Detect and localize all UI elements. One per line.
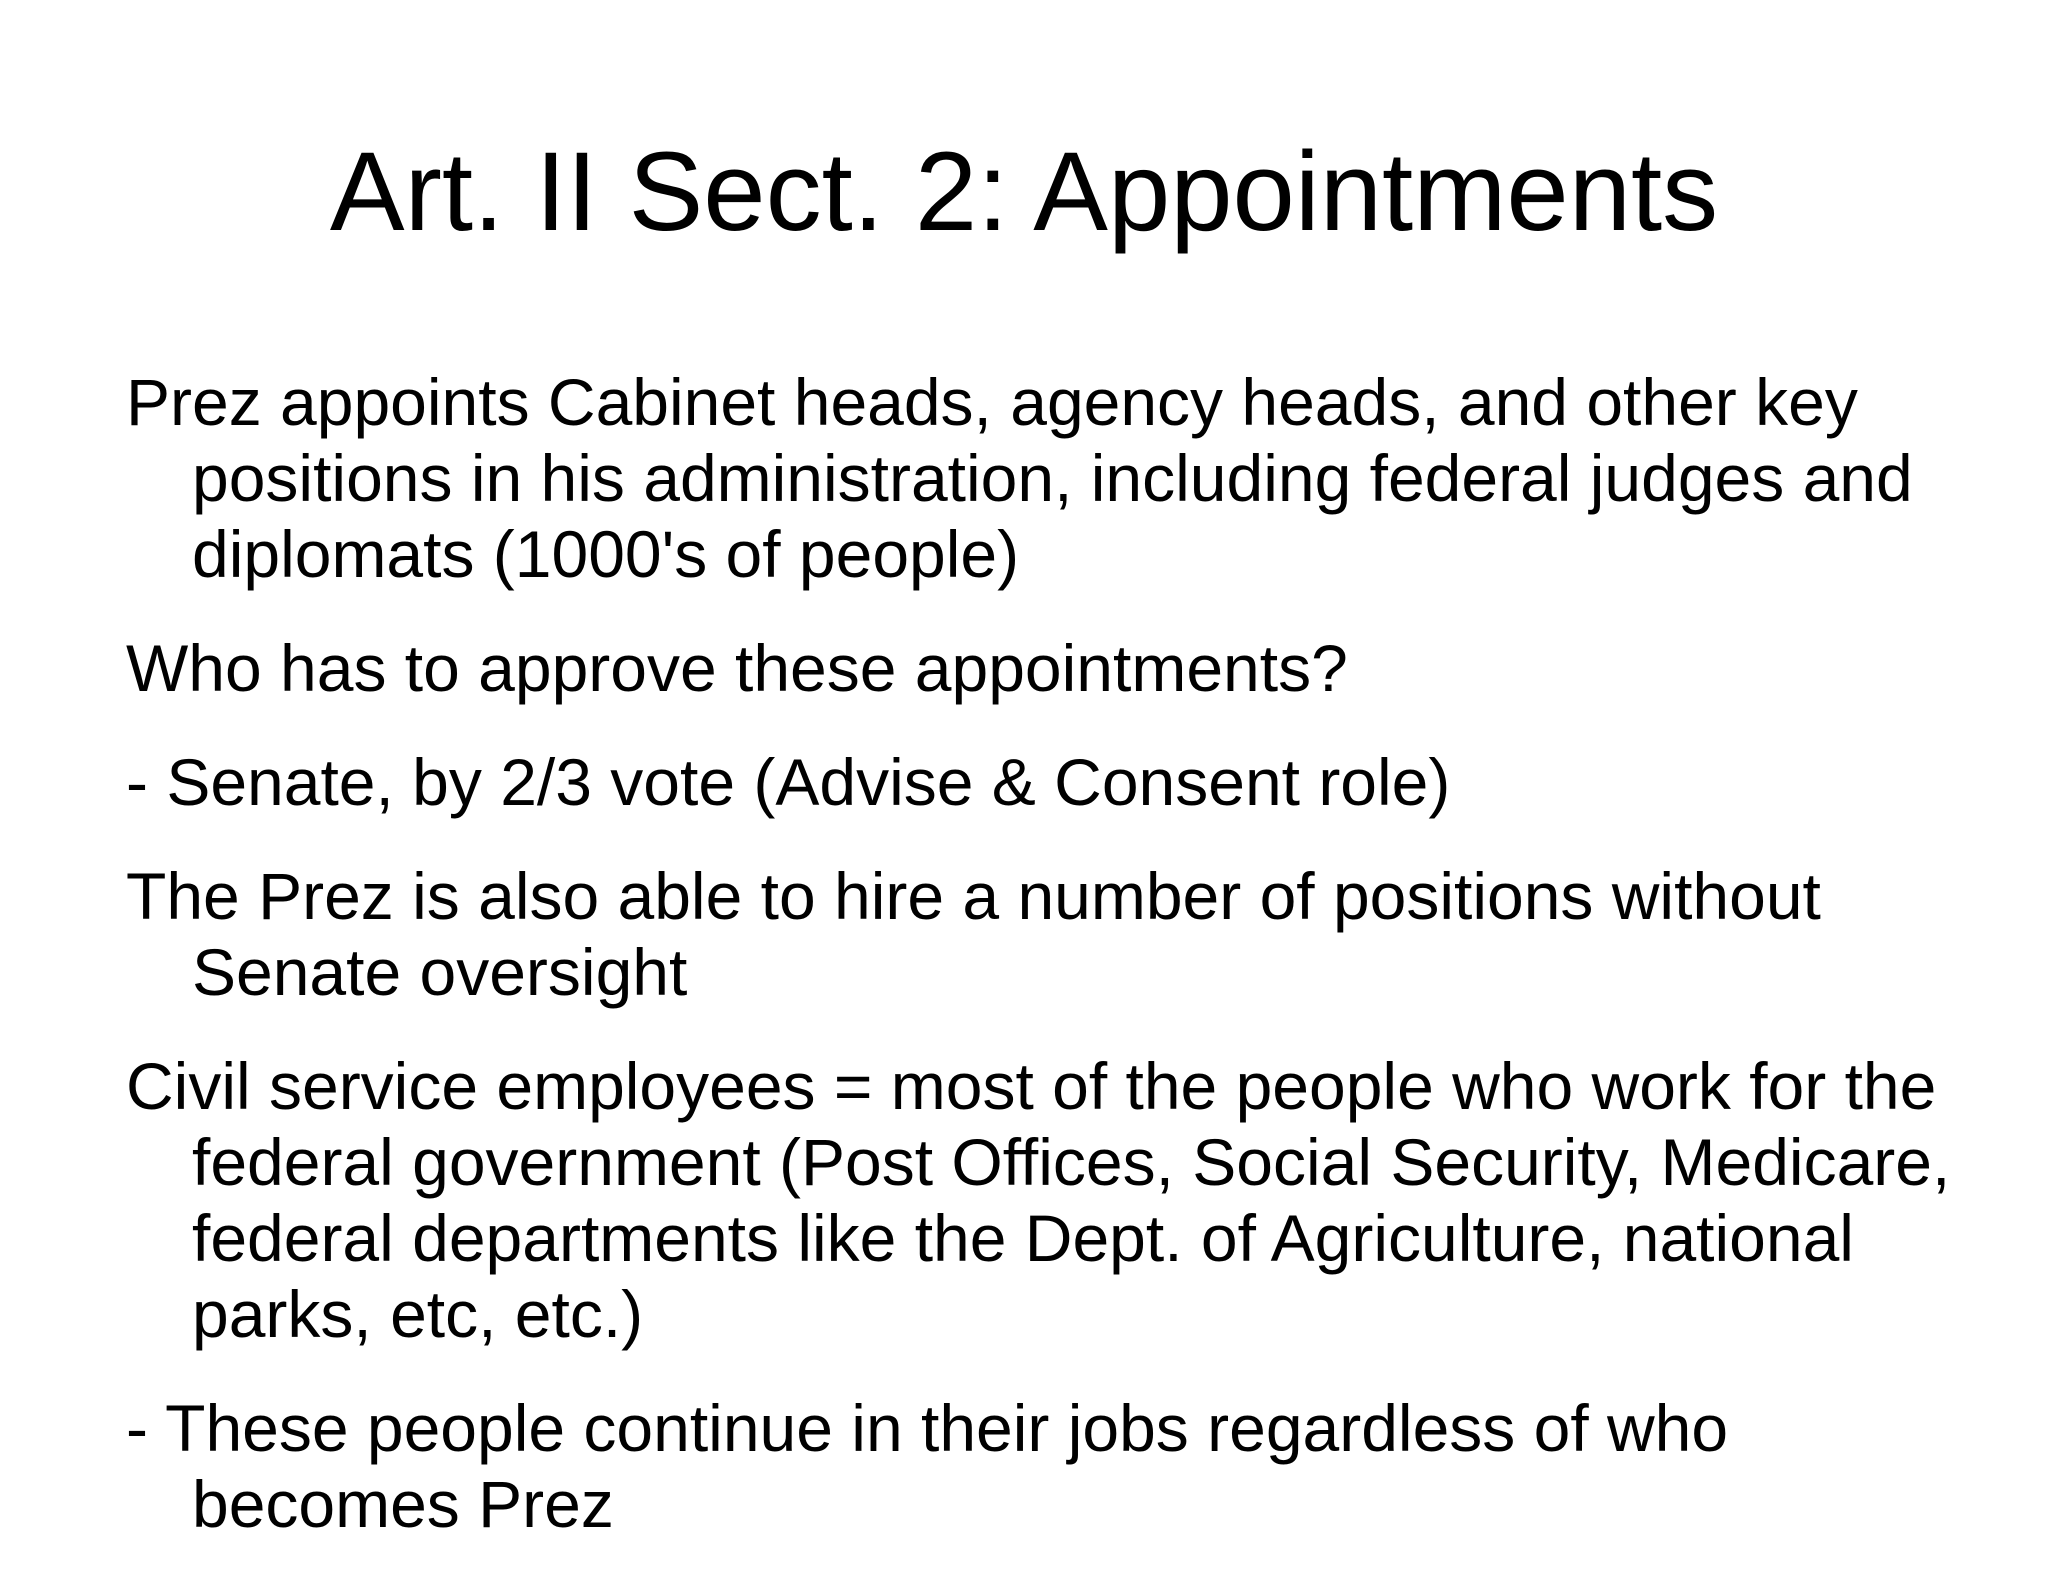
paragraph-approval-question: Who has to approve these appointments? <box>126 631 1348 705</box>
paragraph-hire-without-oversight: The Prez is also able to hire a number of positions without Senate oversight <box>126 859 1821 1009</box>
paragraph-appointments: Prez appoints Cabinet heads, agency heads, and other key positions in his administration, including federal judges and diplomats (1000's of people) <box>126 365 1913 591</box>
paragraph-continue-jobs: - These people continue in their jobs regardless of who becomes Prez <box>126 1391 1729 1541</box>
paragraph-civil-service: Civil service employees = most of the people who work for the federal government (Post Offices, Social Security, Medicare, federal departments like the Dept. of Agriculture, national parks, etc, etc.) <box>126 1049 1951 1351</box>
paragraph-senate-vote: - Senate, by 2/3 vote (Advise & Consent role) <box>126 745 1451 819</box>
slide-title: Art. II Sect. 2: Appointments <box>329 129 1719 254</box>
slide-body <box>126 364 2006 1580</box>
